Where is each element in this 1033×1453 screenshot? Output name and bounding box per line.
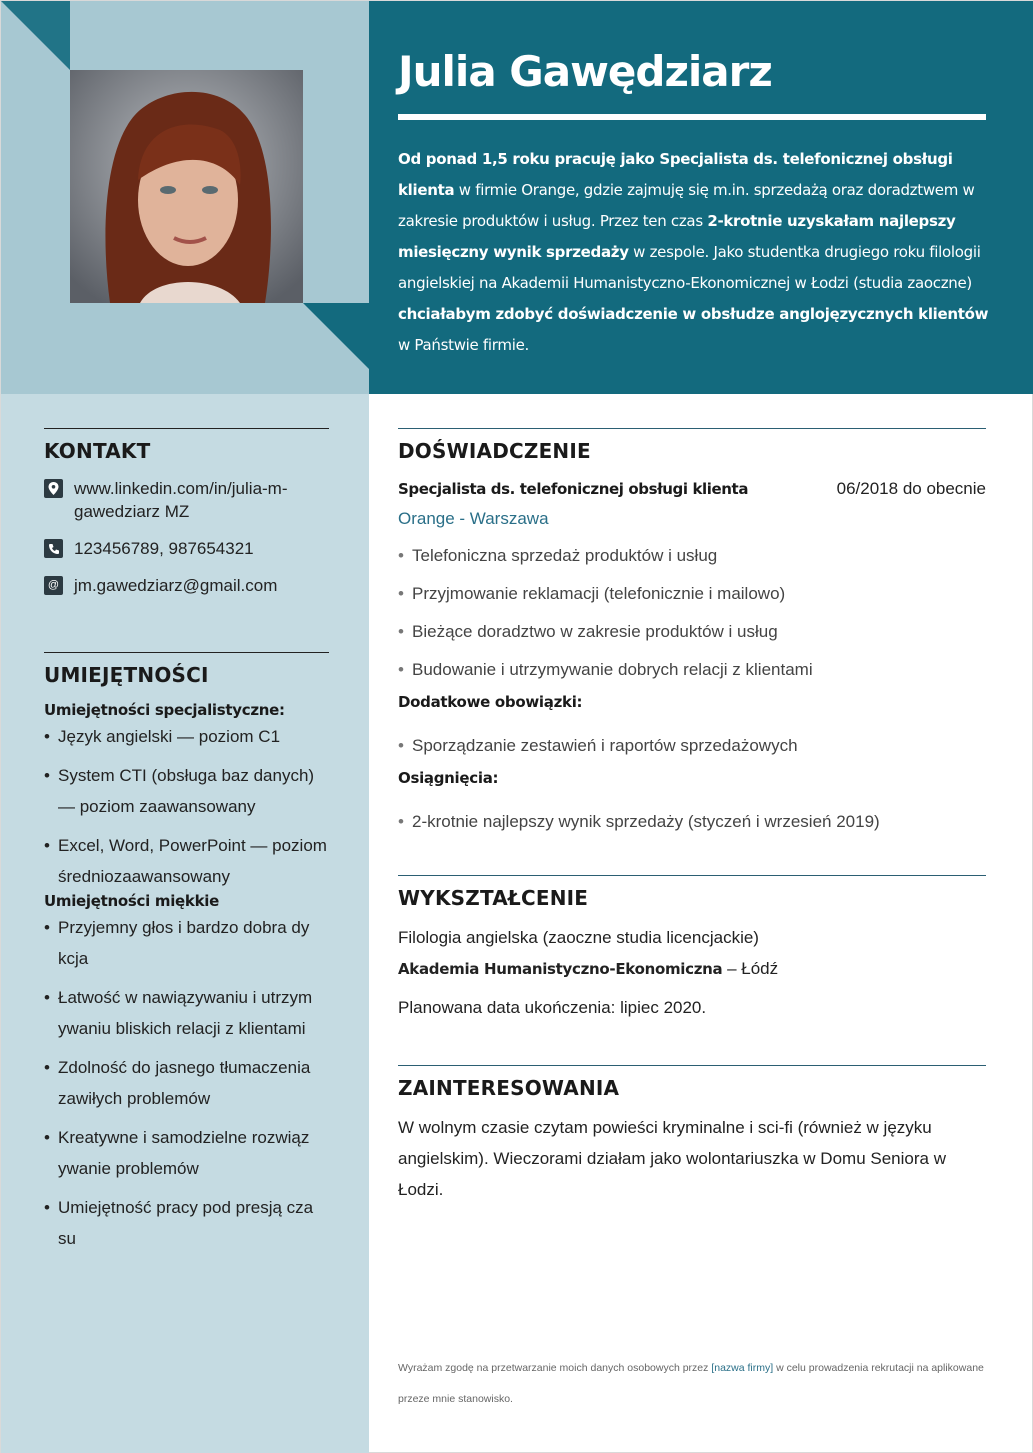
experience-title: DOŚWIADCZENIE bbox=[398, 439, 591, 463]
consent-company-link[interactable]: [nazwa firmy] bbox=[711, 1362, 774, 1374]
list-item: • Umiejętność pracy pod presją cza su bbox=[44, 1192, 329, 1254]
job-company bbox=[398, 509, 986, 529]
contact-email-text: jm.gawedziarz@gmail.com bbox=[74, 576, 278, 595]
summary-part-6: w Państwie firmie. bbox=[398, 336, 529, 354]
list-item: • Kreatywne i samodzielne rozwiąz ywanie problemów bbox=[44, 1122, 329, 1184]
duties-list bbox=[398, 537, 986, 689]
list-item: • System CTI (obsługa baz danych) — poziom zaawansowany bbox=[44, 760, 329, 822]
consent-text-before: Wyrażam zgodę na przetwarzanie moich danych osobowych przez bbox=[398, 1362, 712, 1374]
list-item: • 2-krotnie najlepszy wynik sprzedaży (styczeń i wrzesień 2019) bbox=[398, 803, 986, 841]
contact-email[interactable] bbox=[44, 574, 329, 597]
extra-duties-list bbox=[398, 727, 986, 765]
specialist-skills-list bbox=[44, 721, 329, 892]
contact-title: KONTAKT bbox=[44, 439, 151, 463]
section-divider bbox=[398, 428, 986, 429]
soft-skills-title: Umiejętności miękkie bbox=[44, 892, 219, 910]
list-item: • Zdolność do jasnego tłumaczenia zawiłych problemów bbox=[44, 1052, 329, 1114]
list-item: • Łatwość w nawiązywaniu i utrzym ywaniu bliskich relacji z klientami bbox=[44, 982, 329, 1044]
soft-skills-list bbox=[44, 912, 329, 1254]
consent-text-after: w celu prowadzenia rekrutacji na aplikowane przeze mnie stanowisko. bbox=[398, 1362, 984, 1405]
contact-phone-text: 123456789, 987654321 bbox=[74, 539, 254, 558]
section-divider bbox=[44, 428, 329, 429]
summary-part-1: Od ponad 1,5 roku pracuję jako Specjalista ds. telefonicznej obsługi klienta bbox=[398, 150, 953, 199]
section-divider bbox=[44, 652, 329, 653]
contact-section bbox=[44, 428, 329, 597]
specialist-skills-title: Umiejętności specjalistyczne: bbox=[44, 701, 285, 719]
education-title: WYKSZTAŁCENIE bbox=[398, 886, 589, 910]
list-item: • Sporządzanie zestawień i raportów sprzedażowych bbox=[398, 727, 986, 765]
section-divider bbox=[398, 875, 986, 876]
contact-linkedin[interactable] bbox=[44, 477, 329, 523]
contact-linkedin-text: www.linkedin.com/in/julia-m-gawedziarz MZ bbox=[74, 479, 288, 521]
location-pin-icon bbox=[44, 479, 63, 498]
list-item: • Bieżące doradztwo w zakresie produktów i usług bbox=[398, 613, 986, 651]
skills-section bbox=[44, 652, 329, 1254]
list-item: • Excel, Word, PowerPoint — poziom średniozaawansowany bbox=[44, 830, 329, 892]
job-header bbox=[398, 478, 986, 500]
school-city: – Łódź bbox=[722, 959, 779, 978]
education-field: Filologia angielska (zaoczne studia licencjackie) bbox=[398, 928, 759, 947]
list-item: • Budowanie i utrzymywanie dobrych relacji z klientami bbox=[398, 651, 986, 689]
interests-text: W wolnym czasie czytam powieści kryminalne i sci-fi (również w języku angielskim). Wieczorami działam jako wolontariuszka w Domu Seniora w Łodzi. bbox=[398, 1118, 946, 1199]
candidate-name: Julia Gawędziarz bbox=[398, 47, 772, 96]
at-sign-icon: @ bbox=[44, 576, 63, 595]
list-item: • Język angielski — poziom C1 bbox=[44, 721, 329, 752]
name-underline bbox=[398, 114, 986, 120]
interests-section bbox=[398, 1065, 986, 1205]
contact-phone[interactable] bbox=[44, 537, 329, 560]
list-item: • Telefoniczna sprzedaż produktów i usług bbox=[398, 537, 986, 575]
experience-section bbox=[398, 428, 986, 841]
gdpr-consent bbox=[398, 1353, 988, 1415]
company-location: - Warszawa bbox=[454, 509, 549, 528]
skills-title: UMIEJĘTNOŚCI bbox=[44, 663, 209, 687]
section-divider bbox=[398, 1065, 986, 1066]
summary-part-2: w firmie Orange, gdzie zajmuję się m.in. sprzedażą oraz doradztwem w zakresie produktów i usług. Przez ten czas bbox=[398, 181, 975, 230]
achievements-title: Osiągnięcia: bbox=[398, 769, 499, 787]
profile-summary bbox=[398, 144, 993, 361]
summary-part-4: w zespole. Jako studentka drugiego roku filologii angielskiej na Akademii Humanistyczno-Ekonomicznej w Łodzi (studia zaoczne) bbox=[398, 243, 981, 292]
summary-part-3: 2-krotnie uzyskałam najlepszy miesięczny wynik sprzedaży bbox=[398, 212, 956, 261]
list-item: • Przyjmowanie reklamacji (telefonicznie i mailowo) bbox=[398, 575, 986, 613]
education-school bbox=[398, 953, 986, 985]
education-section bbox=[398, 875, 986, 1023]
phone-icon bbox=[44, 539, 63, 558]
education-planned: Planowana data ukończenia: lipiec 2020. bbox=[398, 998, 707, 1017]
extra-duties-title: Dodatkowe obowiązki: bbox=[398, 693, 583, 711]
achievements-list bbox=[398, 803, 986, 841]
summary-part-5: chciałabym zdobyć doświadczenie w obsłudze anglojęzycznych klientów bbox=[398, 305, 989, 323]
company-name: Orange bbox=[398, 509, 455, 528]
list-item: • Przyjemny głos i bardzo dobra dy kcja bbox=[44, 912, 329, 974]
job-title: Specjalista ds. telefonicznej obsługi klienta bbox=[398, 480, 749, 498]
profile-photo bbox=[70, 70, 303, 303]
interests-title: ZAINTERESOWANIA bbox=[398, 1076, 620, 1100]
school-name: Akademia Humanistyczno-Ekonomiczna bbox=[398, 960, 723, 978]
job-date: 06/2018 do obecnie bbox=[836, 479, 986, 498]
